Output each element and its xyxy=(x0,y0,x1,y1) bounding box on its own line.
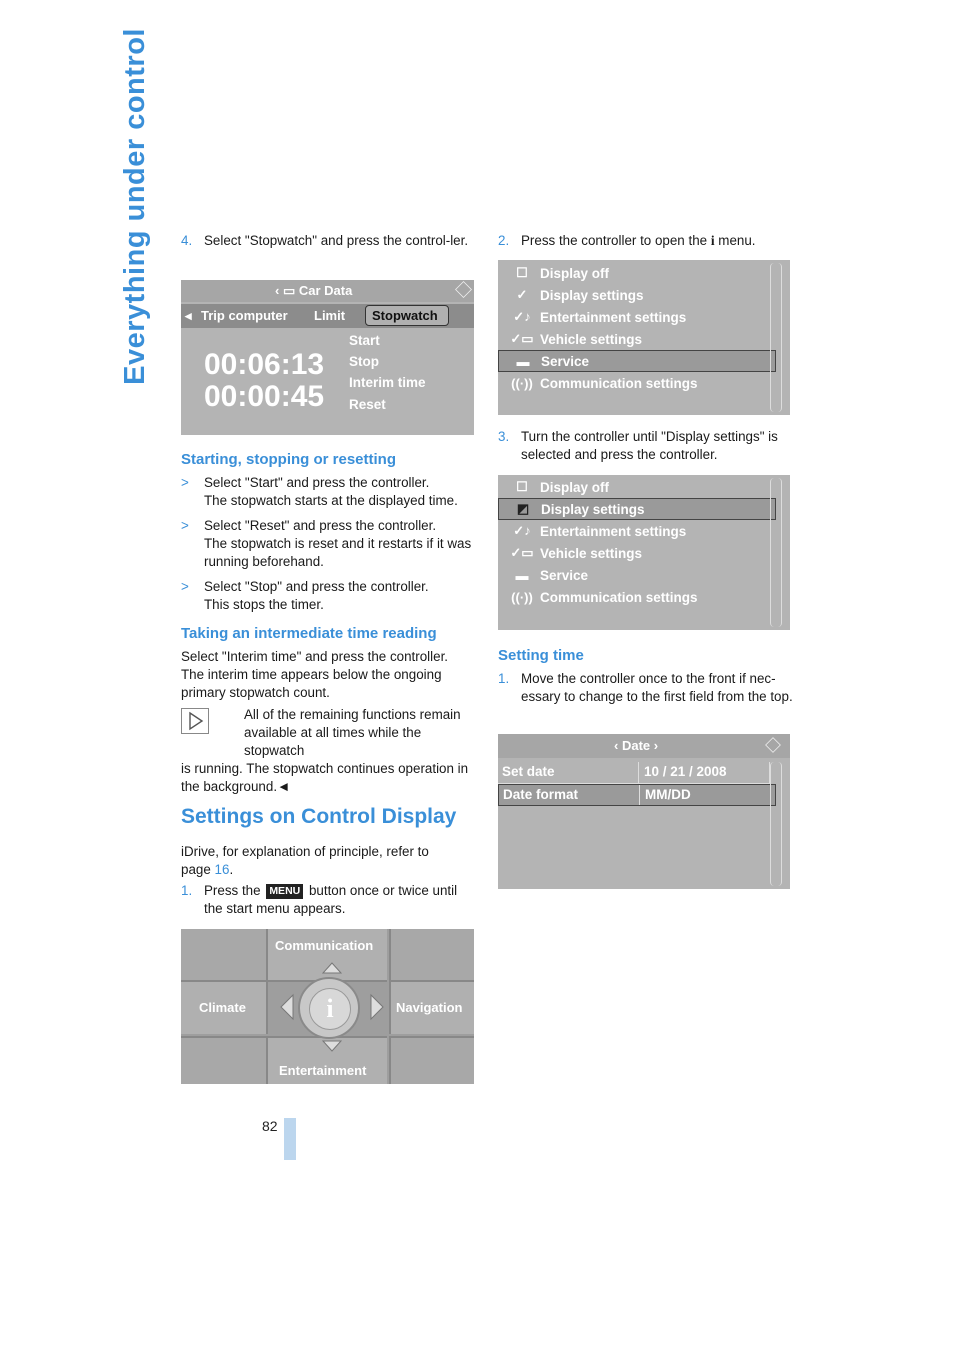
interim-paragraph: Select "Interim time" and press the controller. The interim time appears below the ongoing primary stopwatch count. xyxy=(181,649,449,700)
tab-arrow-icon: ◂ xyxy=(185,308,192,323)
menu-row-vehicle-settings[interactable]: ✓▭ Vehicle settings xyxy=(498,328,768,350)
display-off-icon: ☐ xyxy=(516,479,528,494)
option-reset[interactable]: Reset xyxy=(349,397,386,412)
row-set-date[interactable]: Set date 10 / 21 / 2008 xyxy=(498,762,770,784)
menu-row-service-selected[interactable]: ▬ Service xyxy=(498,350,776,372)
heading-settings-control-display: Settings on Control Display xyxy=(181,805,457,828)
communication-settings-icon: ((·)) xyxy=(511,375,533,391)
option-stop[interactable]: Stop xyxy=(349,354,379,369)
date-header: ‹ Date › xyxy=(614,738,659,753)
page-link[interactable]: 16 xyxy=(214,862,230,877)
step-1-setting-time: 1. Move the controller once to the front if nec-essary to change to the first field from the top. xyxy=(498,671,793,704)
note-block: All of the remaining functions remain available at all times while the stopwatch is running. The stopwatch continues operation in the background.◄ xyxy=(181,707,469,794)
bullet-item: > Select "Start" and press the controller. The stopwatch starts at the displayed time. xyxy=(181,475,458,508)
menu-key-icon: MENU xyxy=(266,884,303,899)
info-button-icon[interactable]: i xyxy=(298,977,360,1039)
menu-entertainment[interactable]: Entertainment xyxy=(279,1063,367,1078)
tab-limit[interactable]: Limit xyxy=(314,308,346,323)
heading-starting-stopping: Starting, stopping or resetting xyxy=(181,451,397,468)
bullet-item: > Select "Reset" and press the controller. The stopwatch is reset and it restarts if it was running beforehand. xyxy=(181,518,472,569)
step-2: 2. Press the controller to open the i menu. xyxy=(498,233,756,248)
bullet-list xyxy=(181,474,473,621)
stopwatch-screen xyxy=(181,280,474,435)
stopwatch-interim-time: 00:00:45 xyxy=(204,380,325,413)
page-number-bar xyxy=(284,1118,296,1160)
menu-navigation[interactable]: Navigation xyxy=(396,1000,463,1015)
menu-row-display-settings-selected[interactable]: ◩ Display settings xyxy=(498,498,776,520)
page-number: 82 xyxy=(262,1118,278,1134)
info-menu-screen-2 xyxy=(498,475,790,630)
menu-row-display-off[interactable]: ☐ Display off xyxy=(498,262,768,284)
menu-row-entertainment-settings[interactable]: ✓♪ Entertainment settings xyxy=(498,520,768,542)
menu-row-communication-settings[interactable]: ((·)) Communication settings xyxy=(498,586,768,608)
tab-stopwatch-selected[interactable]: Stopwatch xyxy=(365,305,449,326)
bullet-item: > Select "Stop" and press the controller. This stops the timer. xyxy=(181,579,429,612)
menu-row-entertainment-settings[interactable]: ✓♪ Entertainment settings xyxy=(498,306,768,328)
menu-row-communication-settings[interactable]: ((·)) Communication settings xyxy=(498,372,768,394)
vehicle-settings-icon: ✓▭ xyxy=(510,545,534,560)
date-screen xyxy=(498,734,790,889)
scrollbar[interactable] xyxy=(770,478,782,627)
option-start[interactable]: Start xyxy=(349,333,380,348)
step-4: 4. Select "Stopwatch" and press the control-ler. xyxy=(181,233,469,248)
screen-icon: ▭ xyxy=(282,283,296,298)
side-chapter-title: Everything under control xyxy=(119,28,151,385)
set-date-value[interactable]: 10 / 21 / 2008 xyxy=(644,764,727,779)
vehicle-settings-icon: ✓▭ xyxy=(510,331,534,346)
display-settings-icon: ◩ xyxy=(516,501,530,516)
menu-row-vehicle-settings[interactable]: ✓▭ Vehicle settings xyxy=(498,542,768,564)
scrollbar[interactable] xyxy=(770,762,782,886)
menu-row-display-settings[interactable]: ✓ Display settings xyxy=(498,284,768,306)
start-menu-screen xyxy=(181,929,474,1084)
service-car-icon: ▬ xyxy=(516,353,530,369)
entertainment-settings-icon: ✓♪ xyxy=(513,523,531,538)
scrollbar[interactable] xyxy=(770,263,782,412)
menu-row-display-off[interactable]: ☐ Display off xyxy=(498,476,768,498)
idrive-paragraph: iDrive, for explanation of principle, refer to page 16. xyxy=(181,844,429,877)
step-1-menu: 1. Press the MENU button once or twice until the start menu appears. xyxy=(181,883,458,916)
step-3: 3. Turn the controller until "Display settings" is selected and press the controller. xyxy=(498,429,778,462)
tab-trip-computer[interactable]: Trip computer xyxy=(201,308,288,323)
communication-settings-icon: ((·)) xyxy=(511,589,533,605)
menu-row-service[interactable]: ▬ Service xyxy=(498,564,768,586)
car-data-header: ‹ ▭ Car Data xyxy=(275,283,353,298)
date-format-value[interactable]: MM/DD xyxy=(645,787,691,802)
display-off-icon: ☐ xyxy=(516,265,528,280)
row-date-format-selected[interactable]: Date format MM/DD xyxy=(498,784,776,806)
entertainment-settings-icon: ✓♪ xyxy=(513,309,531,324)
note-triangle-icon xyxy=(181,708,209,734)
info-i-icon: i xyxy=(710,233,715,248)
service-car-icon: ▬ xyxy=(515,567,529,583)
menu-communication[interactable]: Communication xyxy=(275,938,374,953)
heading-setting-time: Setting time xyxy=(498,647,584,664)
option-interim-time[interactable]: Interim time xyxy=(349,375,426,390)
info-menu-screen-1 xyxy=(498,260,790,415)
display-settings-icon: ✓ xyxy=(516,287,528,302)
menu-climate[interactable]: Climate xyxy=(199,1000,246,1015)
heading-intermediate-time: Taking an intermediate time reading xyxy=(181,625,437,642)
stopwatch-main-time: 00:06:13 xyxy=(204,348,325,381)
